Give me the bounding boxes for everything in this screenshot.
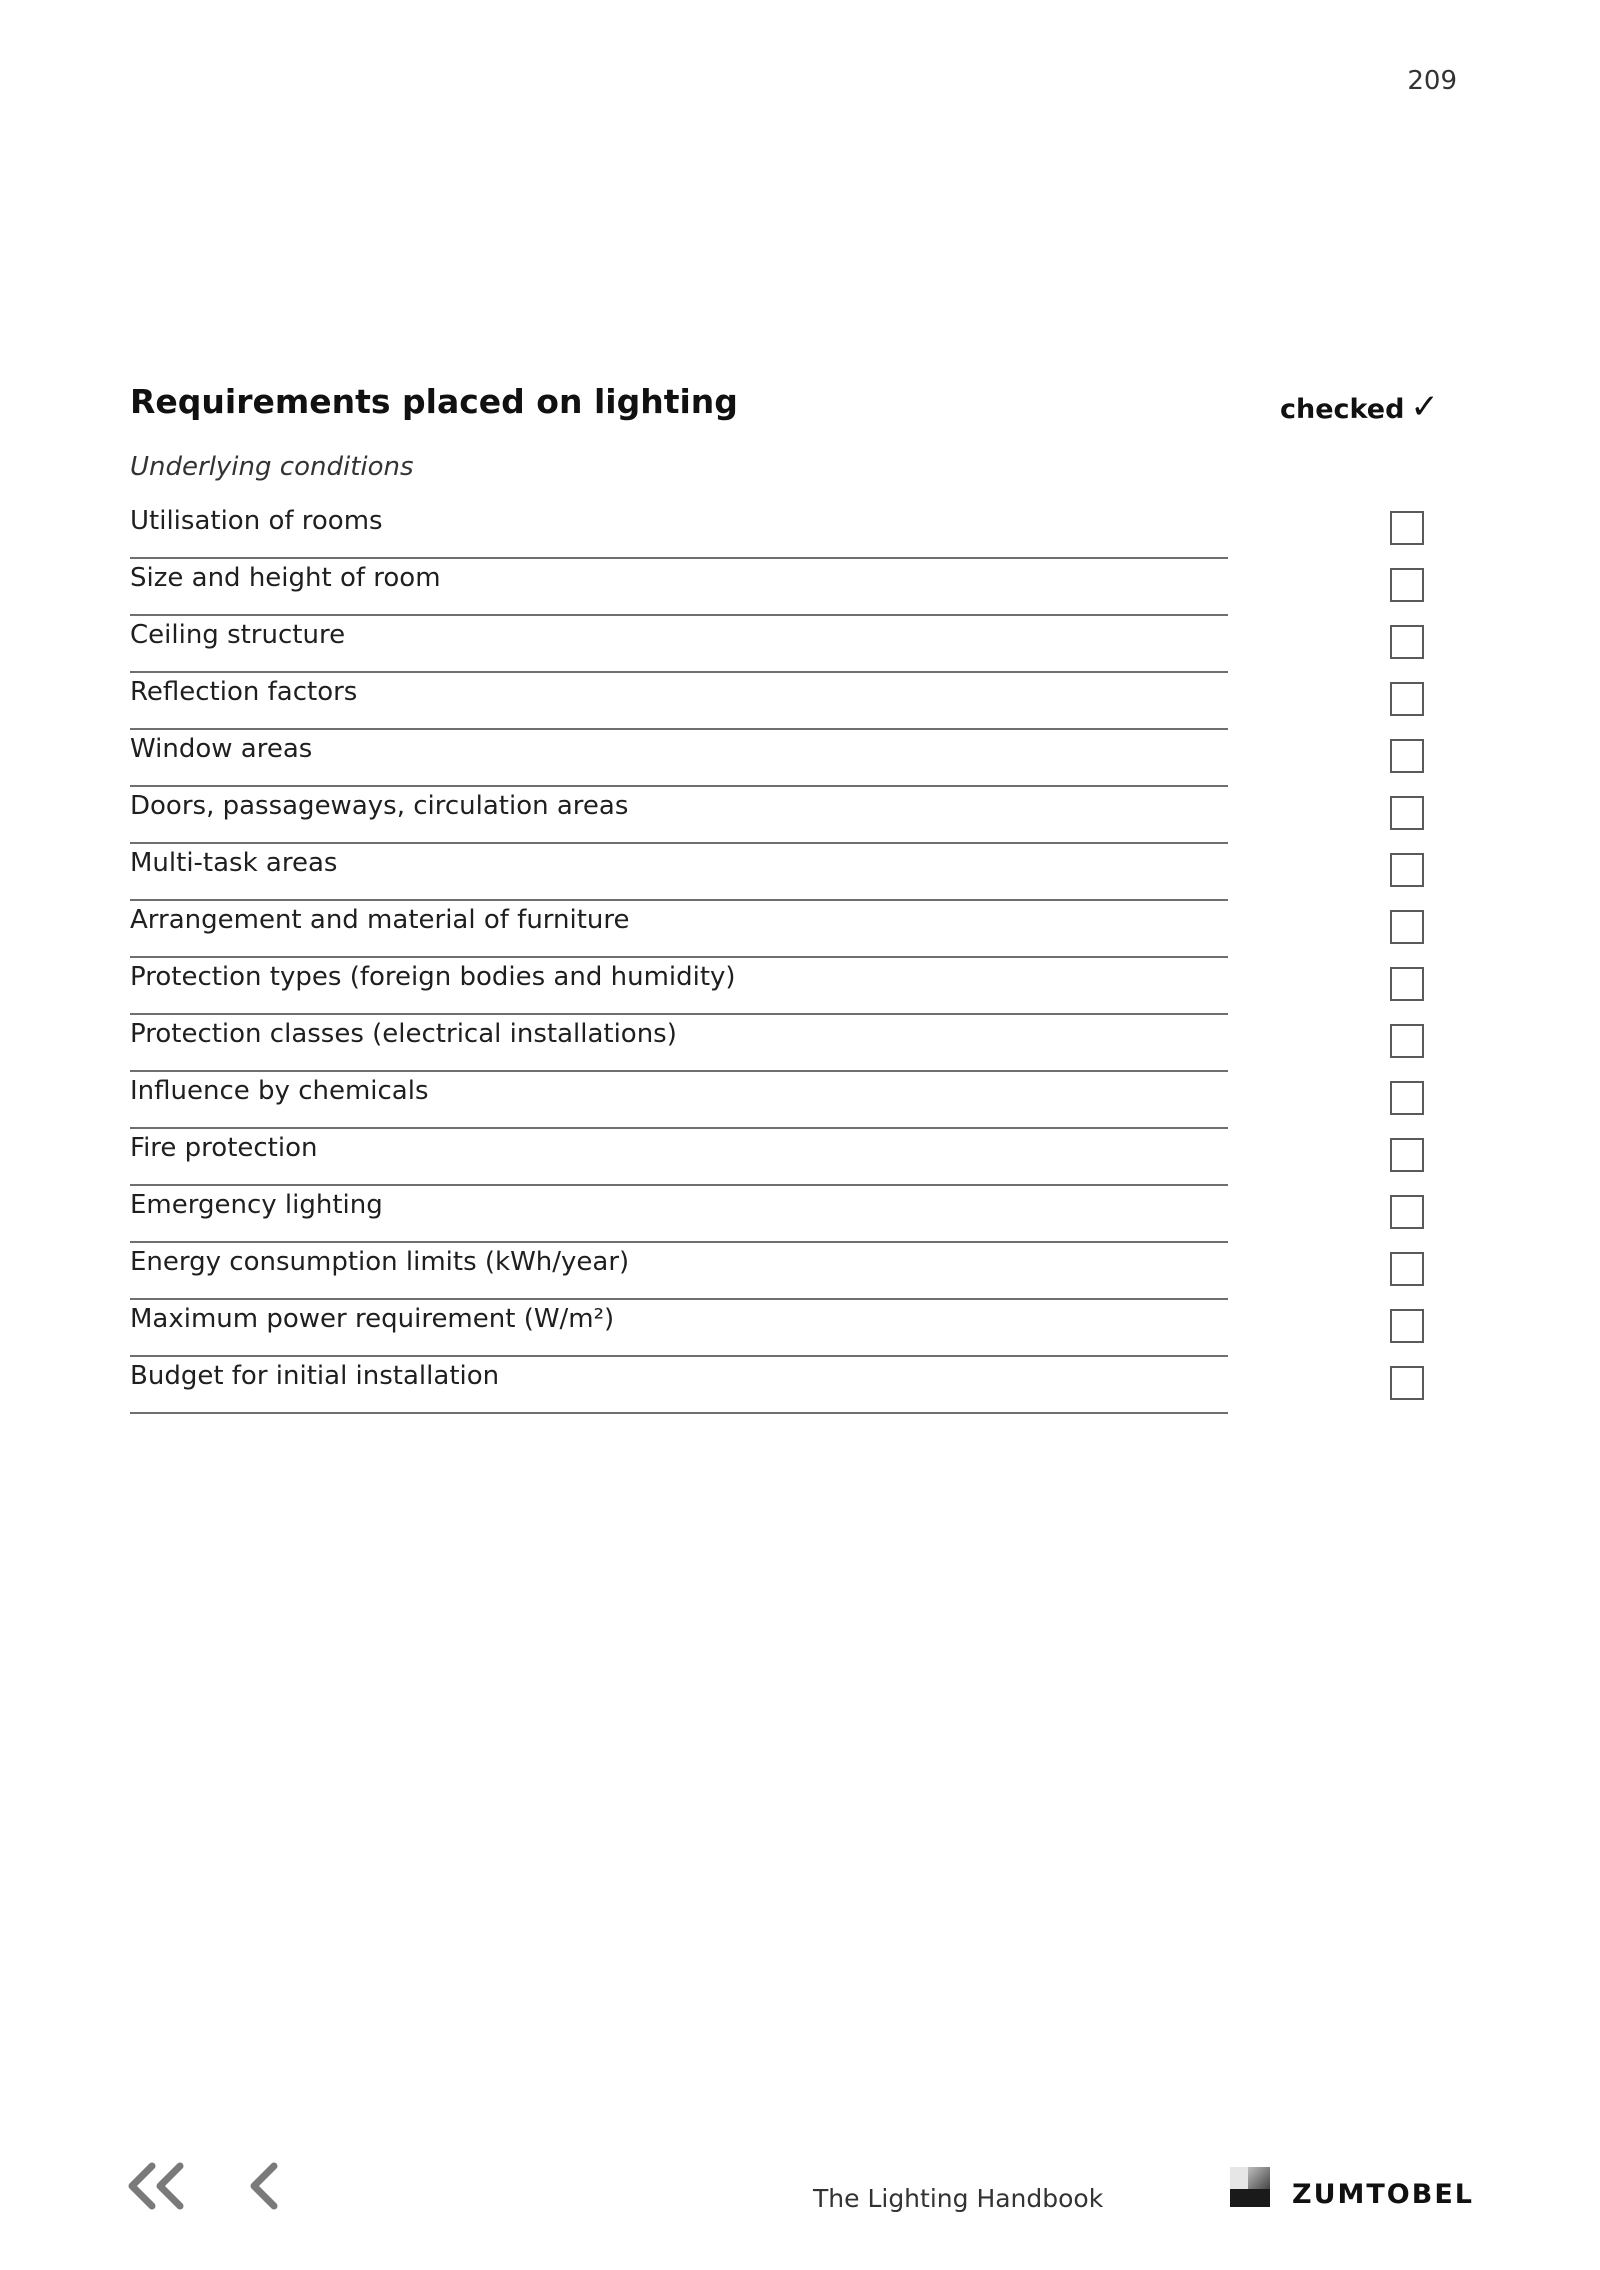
checklist-item-label: Budget for initial installation bbox=[130, 1357, 1228, 1414]
checklist-checkbox[interactable] bbox=[1390, 568, 1424, 602]
brand-name: ZUMTOBEL bbox=[1292, 2179, 1474, 2210]
checklist-item-label: Influence by chemicals bbox=[130, 1072, 1228, 1129]
checklist-checkbox[interactable] bbox=[1390, 1138, 1424, 1172]
checklist-item-label: Fire protection bbox=[130, 1129, 1228, 1186]
checklist-item bbox=[0, 1186, 1600, 1243]
checklist-item bbox=[0, 901, 1600, 958]
footer-book-title: The Lighting Handbook bbox=[813, 2184, 1104, 2213]
checklist-item bbox=[0, 559, 1600, 616]
checked-label: checked bbox=[1280, 394, 1405, 425]
section-subtitle: Underlying conditions bbox=[130, 452, 414, 482]
checklist-item bbox=[0, 673, 1600, 730]
checklist-item bbox=[0, 1357, 1600, 1414]
checklist-item bbox=[0, 787, 1600, 844]
first-page-button[interactable] bbox=[128, 2162, 188, 2212]
checklist-item bbox=[0, 1300, 1600, 1357]
checklist-item bbox=[0, 1072, 1600, 1129]
checklist-checkbox[interactable] bbox=[1390, 967, 1424, 1001]
checklist-checkbox[interactable] bbox=[1390, 625, 1424, 659]
checklist-item-label: Size and height of room bbox=[130, 559, 1228, 616]
checklist-checkbox[interactable] bbox=[1390, 853, 1424, 887]
checklist-item-label: Maximum power requirement (W/m²) bbox=[130, 1300, 1228, 1357]
checklist-checkbox[interactable] bbox=[1390, 1366, 1424, 1400]
checklist-checkbox[interactable] bbox=[1390, 1081, 1424, 1115]
checklist-item-label: Utilisation of rooms bbox=[130, 502, 1228, 559]
checklist-checkbox[interactable] bbox=[1390, 682, 1424, 716]
checklist-item bbox=[0, 1243, 1600, 1300]
checklist-item-label: Ceiling structure bbox=[130, 616, 1228, 673]
checklist-item bbox=[0, 730, 1600, 787]
checklist-item bbox=[0, 1129, 1600, 1186]
checklist-item bbox=[0, 958, 1600, 1015]
checklist-item bbox=[0, 844, 1600, 901]
previous-page-button[interactable] bbox=[246, 2162, 286, 2212]
checked-column-header bbox=[1280, 387, 1439, 427]
checklist-item-label: Protection types (foreign bodies and humidity) bbox=[130, 958, 1228, 1015]
page-number: 209 bbox=[1407, 66, 1457, 96]
chevron-left-icon bbox=[246, 2162, 286, 2212]
checklist-checkbox[interactable] bbox=[1390, 739, 1424, 773]
checklist-item bbox=[0, 502, 1600, 559]
checklist-item-label: Arrangement and material of furniture bbox=[130, 901, 1228, 958]
checklist-item bbox=[0, 1015, 1600, 1072]
checklist-checkbox[interactable] bbox=[1390, 511, 1424, 545]
checklist-checkbox[interactable] bbox=[1390, 796, 1424, 830]
double-chevron-left-icon bbox=[128, 2162, 188, 2212]
checklist-item-label: Multi-task areas bbox=[130, 844, 1228, 901]
checklist-checkbox[interactable] bbox=[1390, 1024, 1424, 1058]
checklist-checkbox[interactable] bbox=[1390, 1195, 1424, 1229]
checklist-item-label: Doors, passageways, circulation areas bbox=[130, 787, 1228, 844]
checklist-checkbox[interactable] bbox=[1390, 1252, 1424, 1286]
checklist-checkbox[interactable] bbox=[1390, 1309, 1424, 1343]
section-title: Requirements placed on lighting bbox=[130, 382, 738, 421]
brand-logo bbox=[1230, 2167, 1474, 2217]
checkmark-icon: ✓ bbox=[1410, 387, 1439, 427]
checklist-item bbox=[0, 616, 1600, 673]
checklist-item-label: Protection classes (electrical installations) bbox=[130, 1015, 1228, 1072]
checklist-item-label: Energy consumption limits (kWh/year) bbox=[130, 1243, 1228, 1300]
checklist-checkbox[interactable] bbox=[1390, 910, 1424, 944]
checklist-item-label: Reflection factors bbox=[130, 673, 1228, 730]
checklist-item-label: Window areas bbox=[130, 730, 1228, 787]
zumtobel-logo-icon bbox=[1230, 2167, 1270, 2207]
checklist-item-label: Emergency lighting bbox=[130, 1186, 1228, 1243]
